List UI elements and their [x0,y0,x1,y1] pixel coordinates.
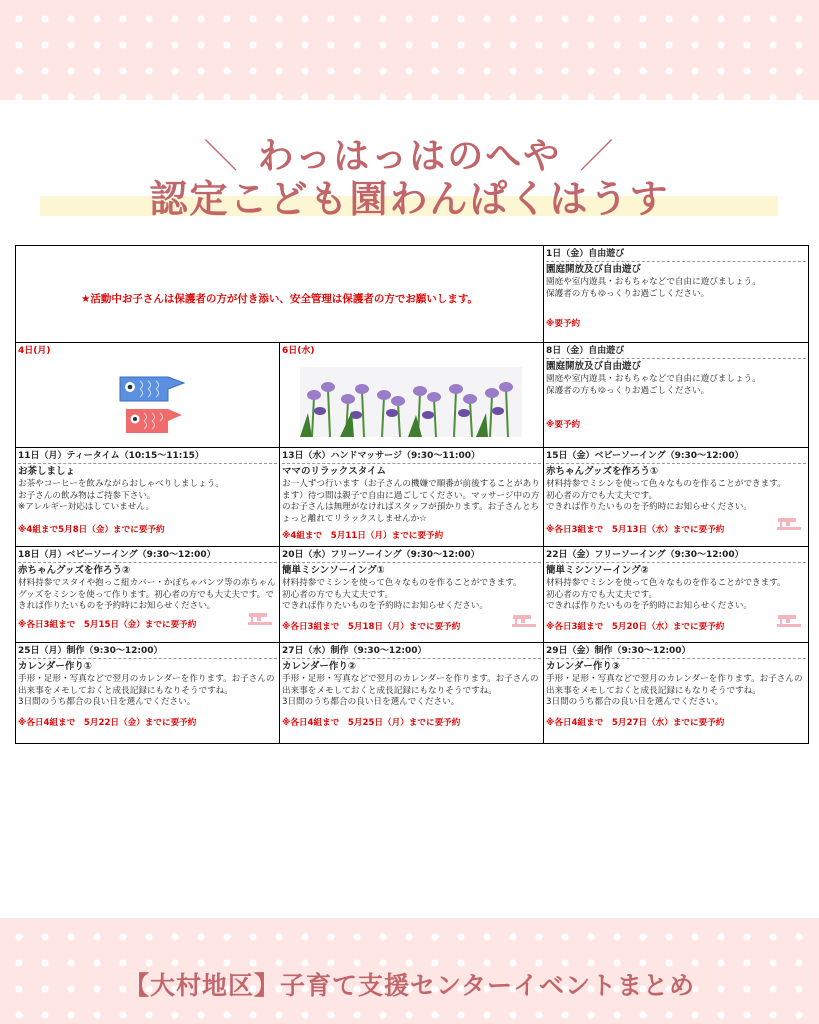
title-line-1: ＼ わっはっはのへや ／ [203,136,616,177]
safety-notice: ★活動中お子さんは保護者の方が付き添い、安全管理は保護者の方でお願いします。 [80,293,479,305]
footer-title: 【大村地区】子育て支援センターイベントまとめ [123,971,695,1000]
sewing-machine-icon [511,609,537,629]
day-cell-8: 8日（金）自由遊び 園庭開放及び自由遊び 園庭や室内遊具・おもちゃなどで自由に遊びましょう。 保護者の方もゆっくりお過ごしください。 ※要予約 [544,343,809,448]
sewing-machine-icon [247,607,273,627]
day-cell-18: 18日（月）ベビーソーイング（9:30～12:00） 赤ちゃんグッズを作ろう② 材料持参でスタイや抱っこ紐カバー・かぼちゃパンツ等の赤ちゃんグッズをミシンを使って作ります。初心者の方でも大丈夫です。できれば作りたいものを予約時にお知らせください。 ※各日3組まで 5月15日（金）までに要予約 [16,547,280,643]
day-cell-20: 20日（水）フリーソーイング（9:30～12:00） 簡単ミシンソーイング① 材料持参でミシンを使って色々なものを作ることができます。 初心者の方でも大丈夫です。 できれば作りたいものを予約時にお知らせください。 ※各日3組まで 5月18日（月）までに要予約 [280,547,544,643]
top-dotted-banner [0,0,819,100]
day-cell-1: 1日（金）自由遊び 園庭開放及び自由遊び 園庭や室内遊具・おもちゃなどで自由に遊びましょう。 保護者の方もゆっくりお過ごしください。 ※要予約 [544,246,809,343]
day-cell-22: 22日（金）フリーソーイング（9:30～12:00） 簡単ミシンソーイング② 材料持参でミシンを使って色々なものを作ることができます。 初心者の方でも大丈夫です。 できれば作りたいものを予約時にお知らせください。 ※各日3組まで 5月20日（水）までに要予約 [544,547,809,643]
day-cell-27: 27日（水）制作（9:30～12:00） カレンダー作り② 手形・足形・写真などで翌月のカレンダーを作ります。お子さんの出来事をメモしておくと成長記録にもなりそうですね。 3日間のうち都合の良い日を選んでください。 ※各日4組まで 5月25日（月）までに要予約 [280,643,544,744]
iris-flowers-icon [300,367,522,437]
koinobori-icon [118,373,188,437]
title-line-2: 認定こども園わんぱくはうす [149,177,670,221]
event-calendar [15,245,809,744]
sewing-machine-icon [776,609,802,629]
day-cell-4: 4日(月) [16,343,280,448]
sewing-machine-icon [776,512,802,532]
day-cell-13: 13日（水）ハンドマッサージ（9:30～11:00） ママのリラックスタイム お一人ずつ行います（お子さんの機嫌で順番が前後することがあります）待つ間は親子で自由に過ごしてください。マッサージ中の方のお子さんは無理がなければスタッフが預かります。お子さんとちょっと離れてリラックスしませんか☆ ※4組まで 5月11日（月）までに要予約 [280,448,544,547]
day-cell-29: 29日（金）制作（9:30～12:00） カレンダー作り③ 手形・足形・写真などで翌月のカレンダーを作ります。お子さんの出来事をメモしておくと成長記録にもなりそうですね。 3日間のうち都合の良い日を選んでください。 ※各日4組まで 5月27日（水）までに要予約 [544,643,809,744]
day-cell-6: 6日(水) [280,343,544,448]
day-cell-15: 15日（金）ベビーソーイング（9:30～12:00） 赤ちゃんグッズを作ろう① 材料持参でミシンを使って色々なものを作ることができます。 初心者の方でも大丈夫です。 できれば作りたいものを予約時にお知らせください。 ※各日3組まで 5月13日（水）までに要予約 [544,448,809,547]
notice-cell [16,246,544,343]
day-cell-25: 25日（月）制作（9:30～12:00） カレンダー作り① 手形・足形・写真などで翌月のカレンダーを作ります。お子さんの出来事をメモしておくと成長記録にもなりそうですね。 3日間のうち都合の良い日を選んでください。 ※各日4組まで 5月22日（金）までに要予約 [16,643,280,744]
day-cell-11: 11日（月）ティータイム（10:15～11:15） お茶しましょ お茶やコーヒーを飲みながらおしゃべりしましょう。 お子さんの飲み物はご持参下さい。 ※アレルギー対応はしていません。 ※4組まで5月8日（金）までに要予約 [16,448,280,547]
